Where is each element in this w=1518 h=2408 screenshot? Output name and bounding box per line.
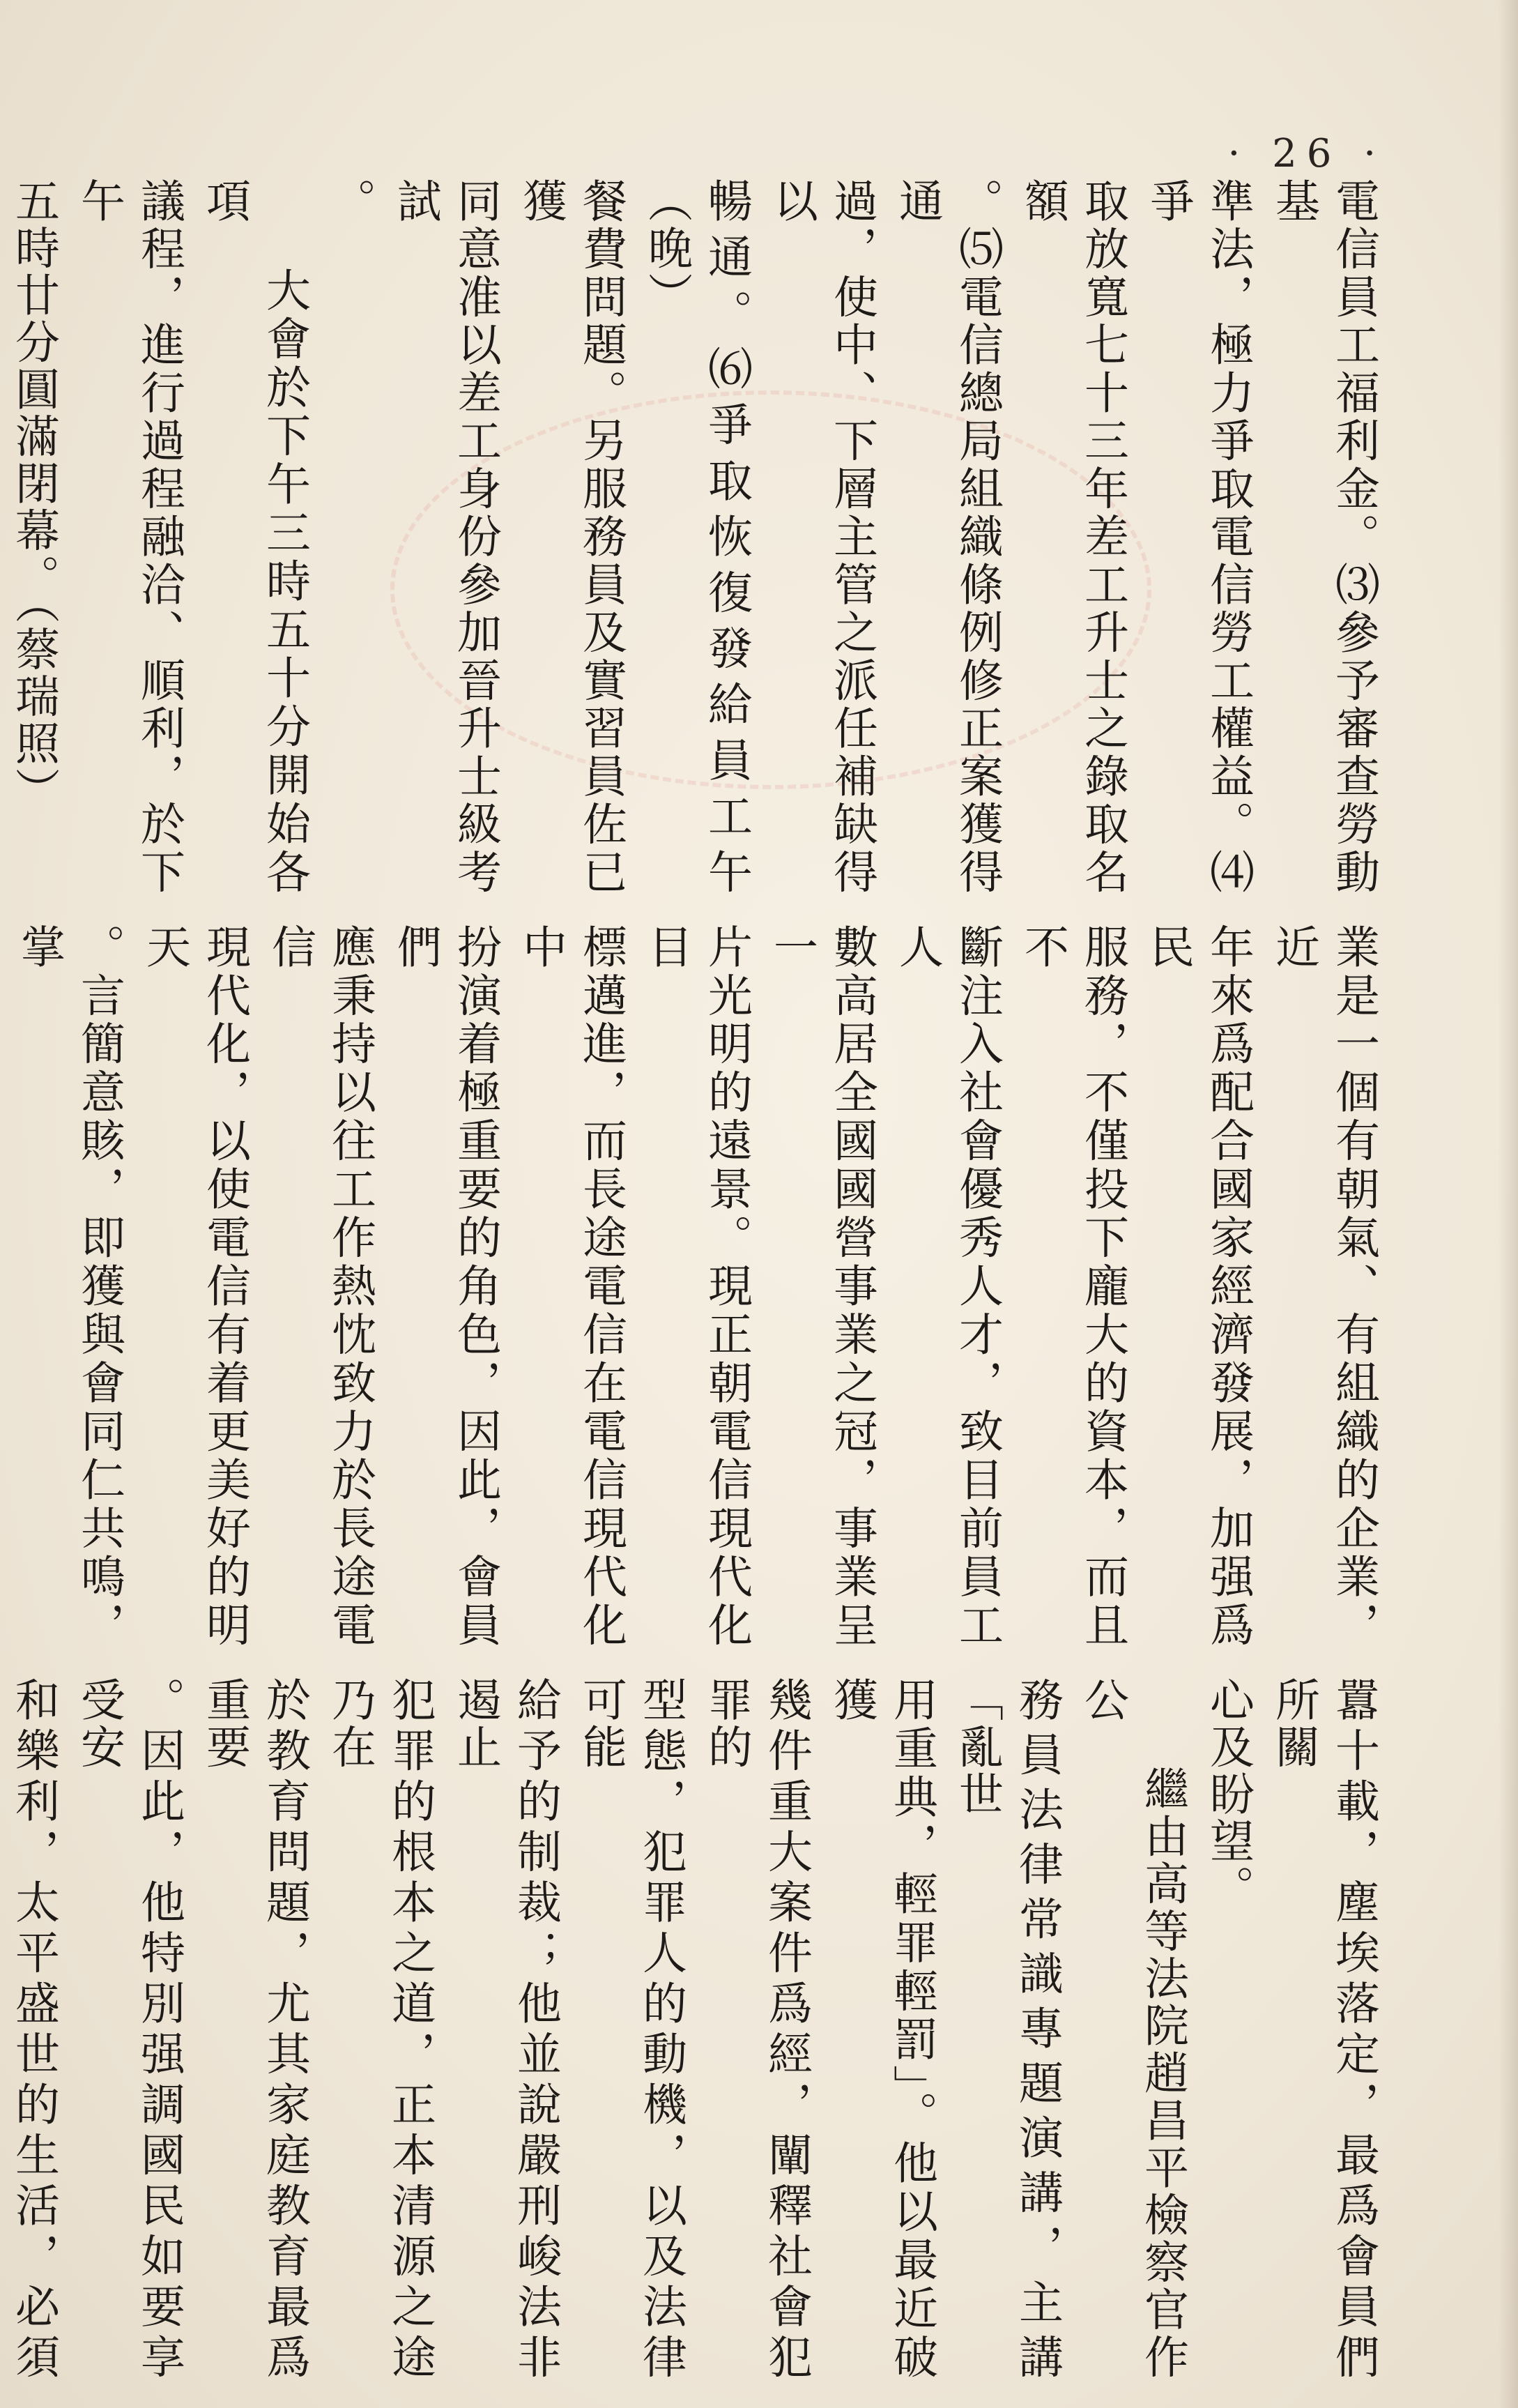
text-column: 數高居全國國營事業之冠，事業呈一 [766,924,877,1649]
text-column: 片光明的遠景。現正朝電信現代化目 [641,924,752,1649]
text-column: 犯罪的根本之道，正本清源之途乃在 [324,1677,436,2381]
text-column [0,924,3,1649]
text-column: 五時廿分圓滿閉幕。（蔡瑞照） [8,178,59,814]
text-column: 業是一個有朝氣、有組織的企業，近 [1268,924,1379,1649]
text-tier-middle [13,924,1383,1649]
text-tier-top [8,178,1383,896]
text-column: 繼由高等法院趙昌平檢察官作公 [1077,1677,1188,2381]
text-tier-bottom [8,1677,1383,2381]
text-column: 準法，極力爭取電信勞工權益。⑷爭 [1142,178,1254,896]
text-column: 標邁進，而長途電信在電信現代化中 [515,924,627,1649]
text-column: 。因此，他特別强調國民如要享受安 [73,1677,185,2381]
text-column: 心及盼望。 [1202,1677,1254,1912]
text-column: 於教育問題，尤其家庭教育最爲重要 [199,1677,310,2381]
text-column: 議程，進行過程融洽、順利，於下午 [73,178,185,896]
text-column: 型態，犯罪人的動機，以及法律可能 [575,1677,687,2381]
text-column: 幾件重大案件爲經，闡釋社會犯罪的 [700,1677,812,2381]
text-column: 囂十載，塵埃落定，最爲會員們所關 [1268,1677,1379,2381]
page-edge-shadow [1498,0,1518,2408]
text-column: 。言簡意賅，即獲與會同仁共鳴，掌 [13,924,125,1649]
text-column: 大會於下午三時五十分開始各項 [199,178,310,896]
text-column: 電信員工福利金。⑶參予審查勞動基 [1268,178,1379,896]
text-column: 務員法律常識專題演講，主講「亂世 [951,1677,1063,2381]
page-number: · 26 · [1227,131,1386,176]
text-column: 扮演着極重要的角色，因此，會員們 [390,924,501,1649]
text-column: 服務，不僅投下龐大的資本，而且不 [1017,924,1128,1649]
text-column: 應秉持以往工作熱忱致力於長途電信 [264,924,376,1649]
text-column: 斷注入社會優秀人才，致目前員工人 [891,924,1003,1649]
text-column: 和樂利，太平盛世的生活，必須 [8,1677,59,2381]
text-column: 暢通。⑹爭取恢復發給員工午（晚） [641,178,752,896]
text-column: 同意准以差工身份參加晉升士級考試 [390,178,501,896]
text-column: 餐費問題。另服務員及實習員佐已獲 [515,178,627,896]
text-column: 。⑸電信總局組織條例修正案獲得通 [891,178,1003,896]
text-column: 過，使中、下層主管之派任補缺得以 [766,178,877,896]
text-column: 年來爲配合國家經濟發展，加强爲民 [1142,924,1254,1649]
text-column: 用重典，輕罪輕罰」。他以最近破獲 [826,1677,937,2381]
text-column: 。 [324,178,376,225]
text-column: 給予的制裁；他並說嚴刑峻法非遏止 [450,1677,561,2381]
text-column: 現代化，以使電信有着更美好的明天 [139,924,250,1649]
text-column: 取放寬七十三年差工升士之錄取名額 [1017,178,1128,896]
